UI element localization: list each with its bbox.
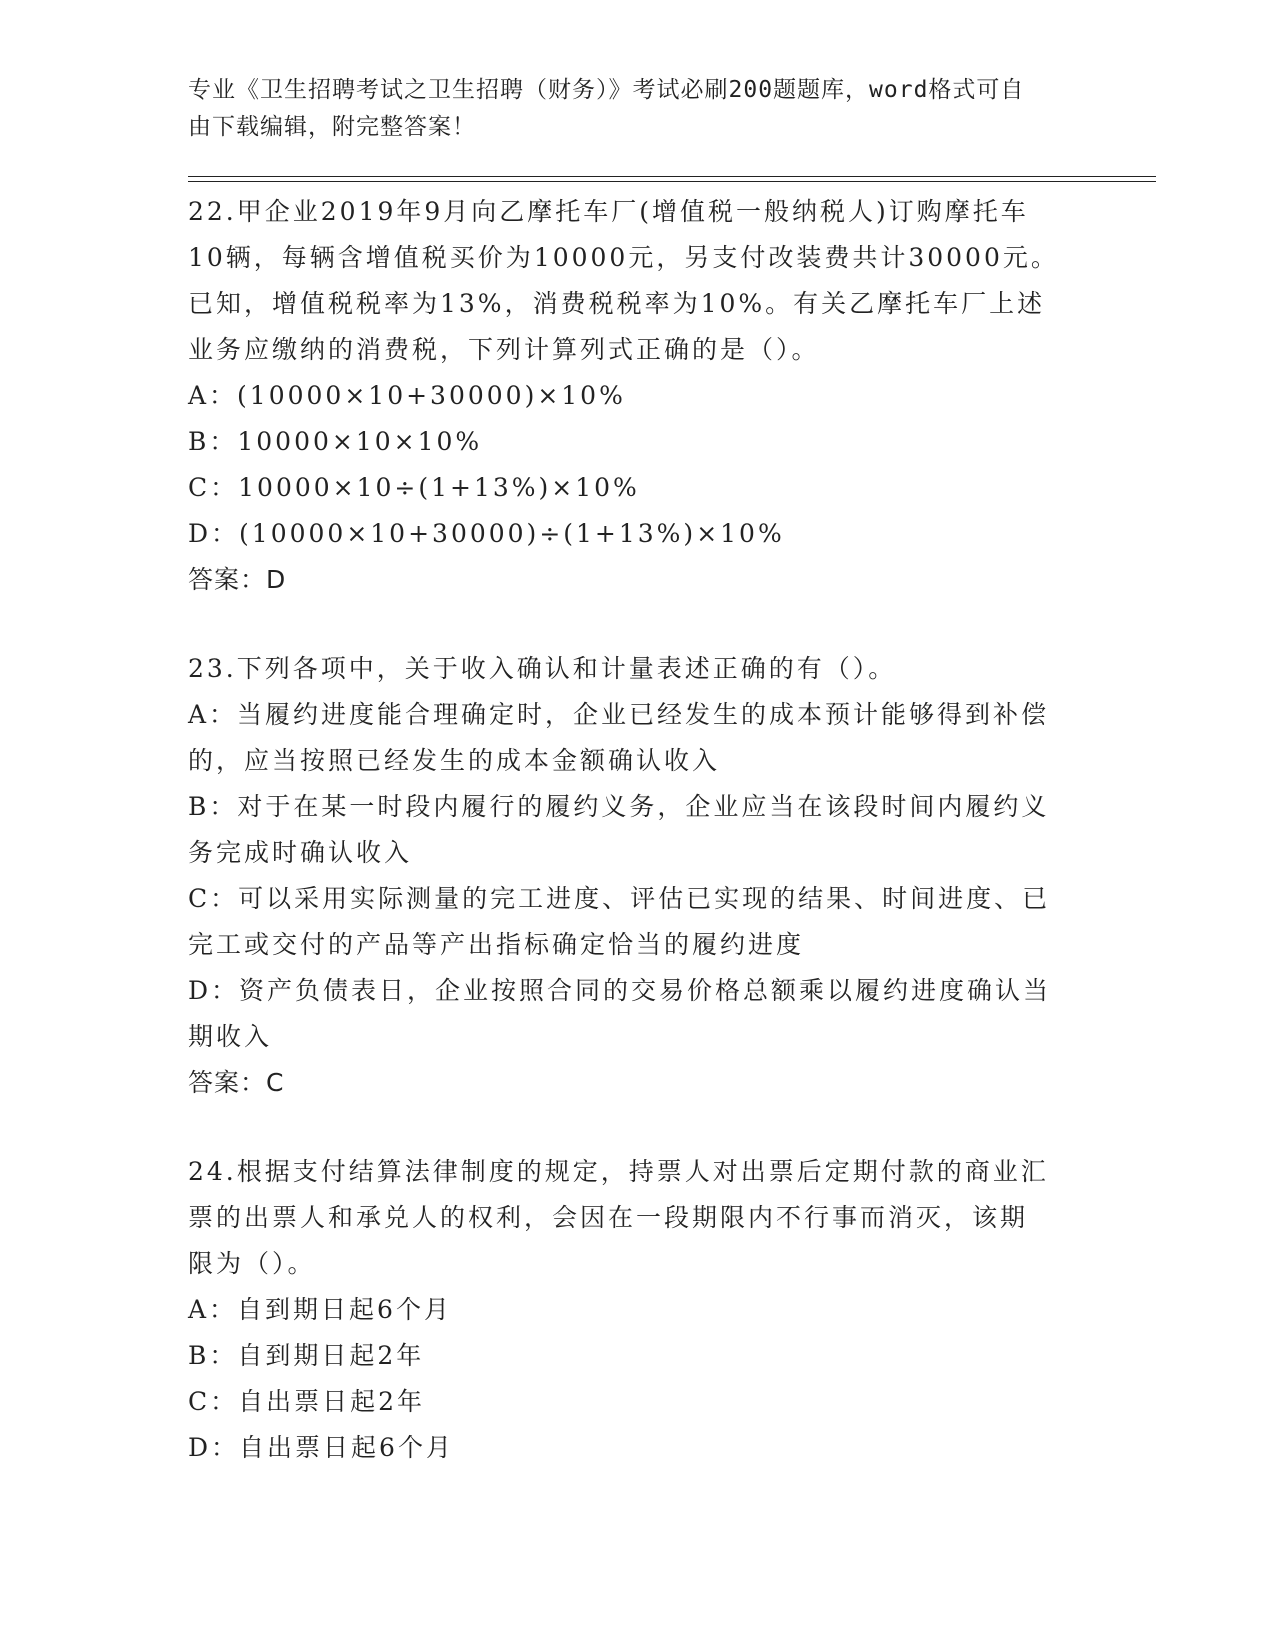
question-24 [188, 1149, 1088, 1471]
option-c: C：10000×10÷(1+13%)×10% [188, 473, 640, 502]
option-c-line-1: C：可以采用实际测量的完工进度、评估已实现的结果、时间进度、已 [188, 884, 1051, 913]
answer-line: 答案：D [188, 565, 287, 594]
question-stem-line: 23.下列各项中，关于收入确认和计量表述正确的有（）。 [188, 654, 897, 683]
question-stem-line: 票的出票人和承兑人的权利，会因在一段期限内不行事而消灭，该期 [188, 1203, 1029, 1232]
document-header [188, 72, 1068, 146]
option-b-line-2: 务完成时确认收入 [188, 838, 413, 867]
option-b: B：自到期日起2年 [188, 1341, 425, 1370]
header-divider-bottom [188, 181, 1156, 182]
option-b-line-1: B：对于在某一时段内履行的履约义务，企业应当在该段时间内履约义 [188, 792, 1050, 821]
option-d: D：(10000×10+30000)÷(1+13%)×10% [188, 519, 785, 548]
question-stem-line: 24.根据支付结算法律制度的规定，持票人对出票后定期付款的商业汇 [188, 1157, 1049, 1186]
question-stem-line: 10辆，每辆含增值税买价为10000元，另支付改装费共计30000元。 [188, 243, 1059, 272]
question-stem-line: 22.甲企业2019年9月向乙摩托车厂(增值税一般纳税人)订购摩托车 [188, 197, 1029, 226]
header-line-1: 专业《卫生招聘考试之卫生招聘（财务）》考试必刷200题题库，word格式可自 [188, 77, 1025, 103]
question-stem-line: 业务应缴纳的消费税，下列计算列式正确的是（）。 [188, 335, 820, 364]
question-stem-line: 限为（）。 [188, 1249, 316, 1278]
question-22 [188, 189, 1088, 603]
question-23 [188, 646, 1088, 1106]
option-a: A：自到期日起6个月 [188, 1295, 452, 1324]
option-c-line-2: 完工或交付的产品等产出指标确定恰当的履约进度 [188, 930, 805, 959]
header-divider-top [188, 176, 1156, 177]
option-d-line-1: D：资产负债表日，企业按照合同的交易价格总额乘以履约进度确认当 [188, 976, 1052, 1005]
header-line-2: 由下载编辑，附完整答案！ [188, 114, 476, 140]
option-d: D：自出票日起6个月 [188, 1433, 454, 1462]
option-c: C：自出票日起2年 [188, 1387, 426, 1416]
option-a: A：(10000×10+30000)×10% [188, 381, 626, 410]
option-b: B：10000×10×10% [188, 427, 483, 456]
option-d-line-2: 期收入 [188, 1022, 273, 1051]
option-a-line-1: A：当履约进度能合理确定时，企业已经发生的成本预计能够得到补偿 [188, 700, 1050, 729]
question-stem-line: 已知，增值税税率为13%，消费税税率为10%。有关乙摩托车厂上述 [188, 289, 1046, 318]
answer-line: 答案：C [188, 1068, 285, 1097]
option-a-line-2: 的，应当按照已经发生的成本金额确认收入 [188, 746, 721, 775]
